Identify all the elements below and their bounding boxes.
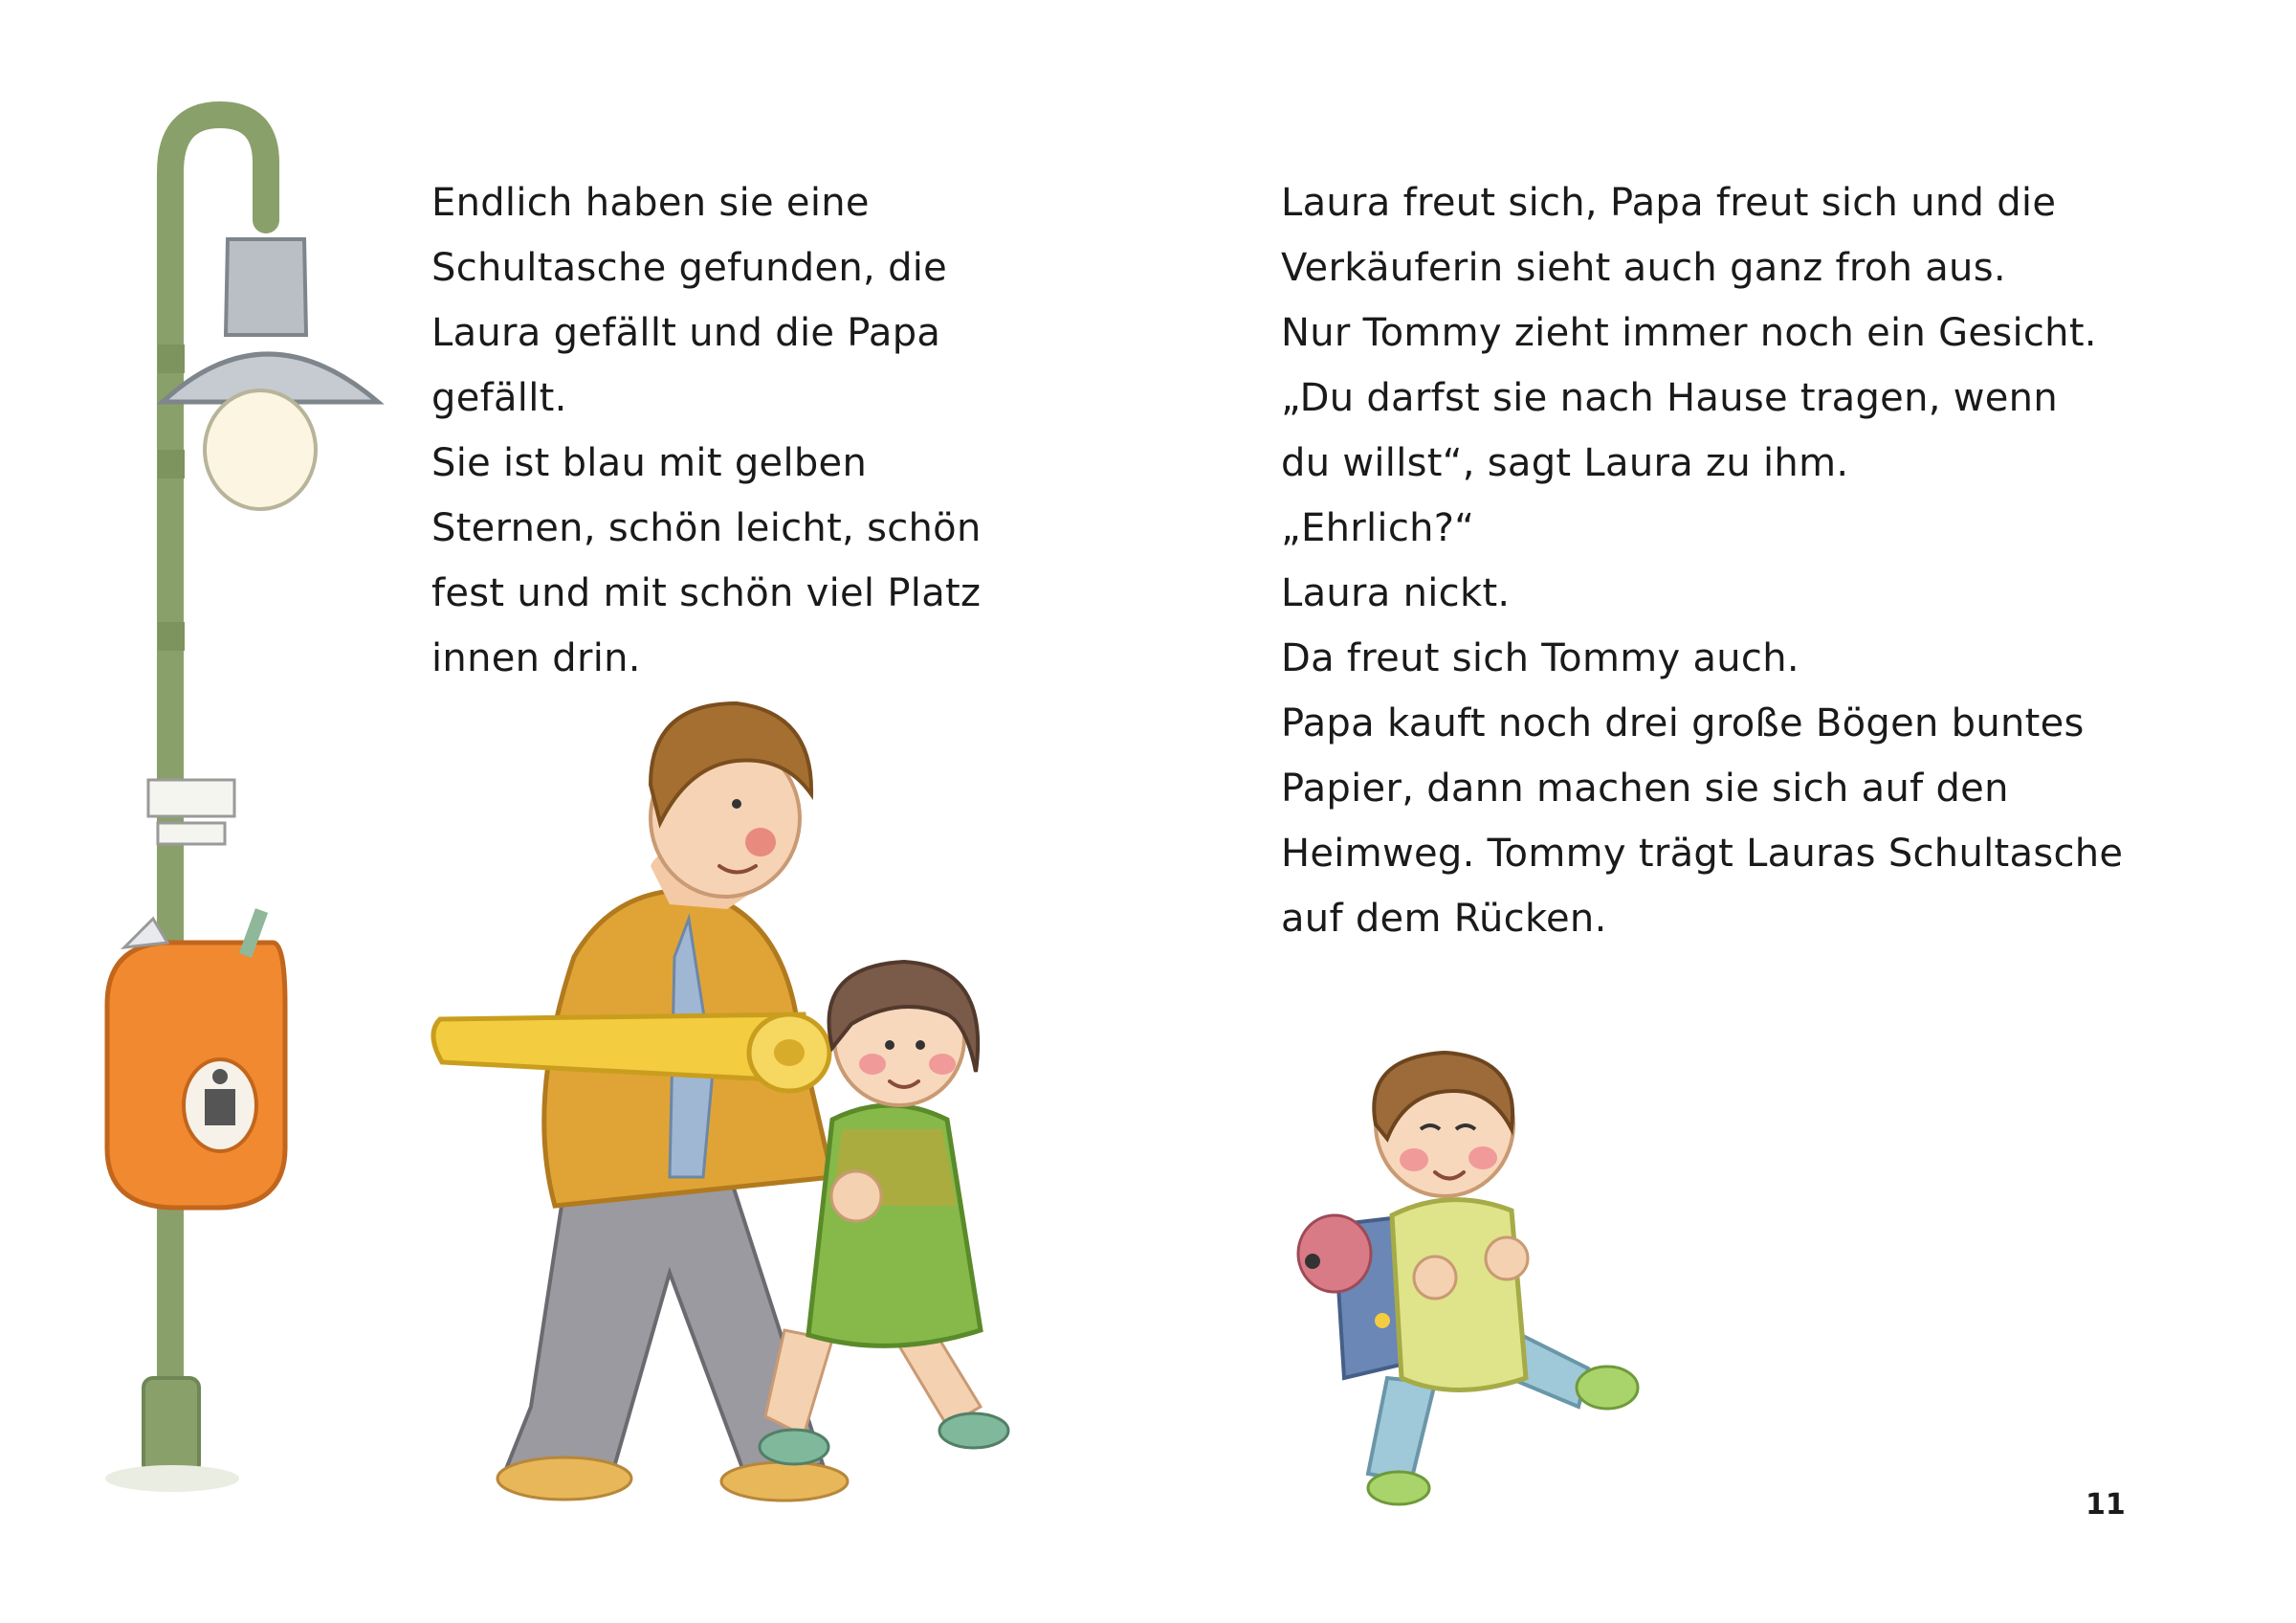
right-page-text [1281,170,2123,951]
text-line: Sternen, schön leicht, schön [431,506,982,550]
text-line: Laura nickt. [1281,571,1511,615]
text-line: Endlich haben sie eine [431,181,870,225]
text-line: innen drin. [431,636,641,680]
page-number: 11 [2086,1488,2126,1522]
text-line: Papa kauft noch drei große Bögen buntes [1281,701,2085,745]
text-line: gefällt. [431,376,567,420]
tommy-figure [1298,1053,1638,1504]
text-line: Verkäuferin sieht auch ganz froh aus. [1281,246,2006,290]
text-line: Heimweg. Tommy trägt Lauras Schultasche [1281,832,2124,876]
text-line: Laura freut sich, Papa freut sich und die [1281,181,2057,225]
text-line: Laura gefällt und die Papa [431,311,941,355]
text-line: auf dem Rücken. [1281,897,1607,941]
text-line: „Ehrlich?“ [1281,506,1475,550]
text-line: du willst“, sagt Laura zu ihm. [1281,441,1849,485]
text-line: Schultasche gefunden, die [431,246,948,290]
text-line: Nur Tommy zieht immer noch ein Gesicht. [1281,311,2097,355]
text-line: Papier, dann machen sie sich auf den [1281,767,2009,811]
lamp-post [105,115,378,1492]
text-line: Sie ist blau mit gelben [431,441,868,485]
text-line: Da freut sich Tommy auch. [1281,636,1799,680]
text-line: „Du darfst sie nach Hause tragen, wenn [1281,376,2058,420]
trash-bin [107,908,285,1208]
left-page-text [431,170,982,691]
text-line: fest und mit schön viel Platz [431,571,982,615]
